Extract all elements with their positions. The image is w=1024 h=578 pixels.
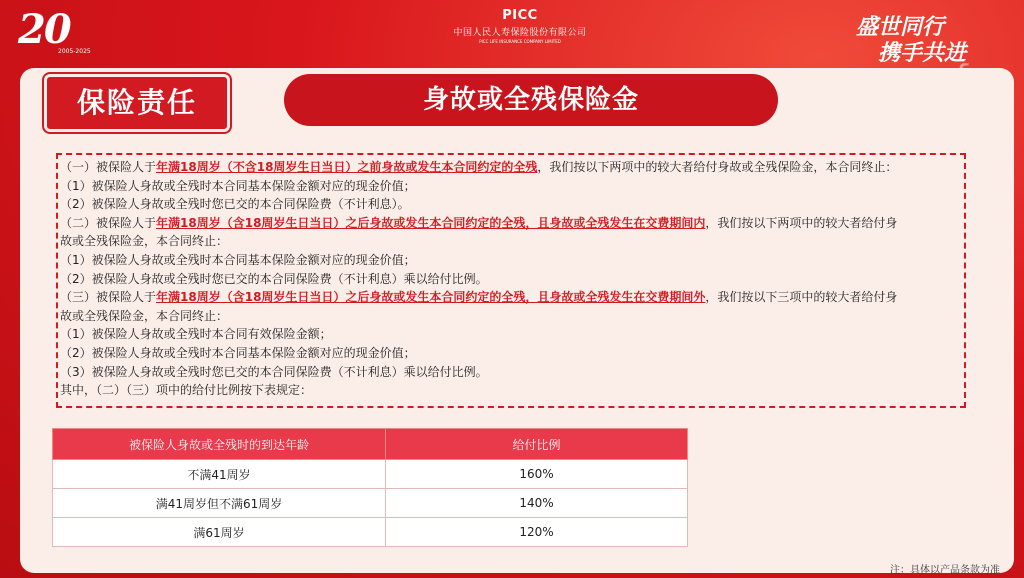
term-line: （1）被保险人身故或全残时本合同基本保险金额对应的现金价值； — [60, 178, 416, 193]
table-cell: 140% — [386, 489, 688, 518]
table-header-row — [53, 429, 688, 460]
anniversary-logo — [18, 6, 98, 60]
term-line: （一）被保险人于年满18周岁（不含18周岁生日当日）之前身故或发生本合同约定的全残，我们按以下两项中的较大者给付身故或全残保险金，本合同终止： — [60, 160, 898, 174]
footnote: 注：具体以产品条款为准 — [890, 565, 1000, 576]
company-brand — [430, 8, 610, 44]
term-line: （1）被保险人身故或全残时本合同有效保险金额； — [60, 327, 332, 342]
table-cell: 160% — [386, 460, 688, 489]
anniversary-number: 20 — [18, 6, 70, 53]
slogan-line1: 盛世同行 — [856, 14, 945, 40]
term-line: （2）被保险人身故或全残时本合同基本保险金额对应的现金价值； — [60, 345, 416, 360]
table-row — [53, 489, 688, 518]
brand-name-en: PICC LIFE INSURANCE COMPANY LIMITED — [479, 39, 561, 44]
table-cell: 满41周岁但不满61周岁 — [53, 489, 386, 518]
term-line: 其中，（二）（三）项中的给付比例按下表规定： — [60, 383, 313, 398]
term-line: 故或全残保险金，本合同终止： — [60, 308, 229, 323]
table-cell: 满61周岁 — [53, 518, 386, 547]
term-line: （3）被保险人身故或全残时您已交的本合同保险费（不计利息）乘以给付比例。 — [60, 364, 488, 379]
highlight-text: 年满18周岁（含18周岁生日当日）之后身故或发生本合同约定的全残，且身故或全残发生在交费期间内 — [156, 215, 706, 230]
column-header: 给付比例 — [386, 429, 688, 460]
section-tab: 保险责任 — [44, 74, 230, 132]
table-row — [53, 518, 688, 547]
term-line: （2）被保险人身故或全残时您已交的本合同保险费（不计利息）乘以给付比例。 — [60, 271, 488, 286]
highlight-text: 年满18周岁（含18周岁生日当日）之后身故或发生本合同约定的全残，且身故或全残发生在交费期间外 — [156, 290, 706, 305]
highlight-text: 年满18周岁（不含18周岁生日当日）之前身故或发生本合同约定的全残 — [156, 160, 538, 174]
term-line: 故或全残保险金，本合同终止： — [60, 234, 229, 249]
column-header: 被保险人身故或全残时的到达年龄 — [53, 429, 386, 460]
brand-name-cn: 中国人民人寿保险股份有限公司 — [453, 28, 587, 38]
table-cell: 不满41周岁 — [53, 460, 386, 489]
term-line: （三）被保险人于年满18周岁（含18周岁生日当日）之后身故或发生本合同约定的全残，且身故或全残发生在交费期间外，我们按以下三项中的较大者给付身 — [60, 290, 898, 305]
terms-text — [60, 158, 962, 400]
term-line: （1）被保险人身故或全残时本合同基本保险金额对应的现金价值； — [60, 252, 416, 267]
slogan-line2: 携手共进 — [878, 40, 967, 66]
term-line: （二）被保险人于年满18周岁（含18周岁生日当日）之后身故或发生本合同约定的全残，且身故或全残发生在交费期间内，我们按以下两项中的较大者给付身 — [60, 215, 898, 230]
brand-mark: PICC — [502, 8, 538, 23]
term-line: （2）被保险人身故或全残时您已交的本合同保险费（不计利息）。 — [60, 197, 410, 212]
payout-ratio-table — [52, 428, 688, 547]
page-title: 身故或全残保险金 — [284, 74, 778, 126]
table-cell: 120% — [386, 518, 688, 547]
table-row — [53, 460, 688, 489]
anniversary-years: 2005-2025 — [58, 48, 91, 55]
